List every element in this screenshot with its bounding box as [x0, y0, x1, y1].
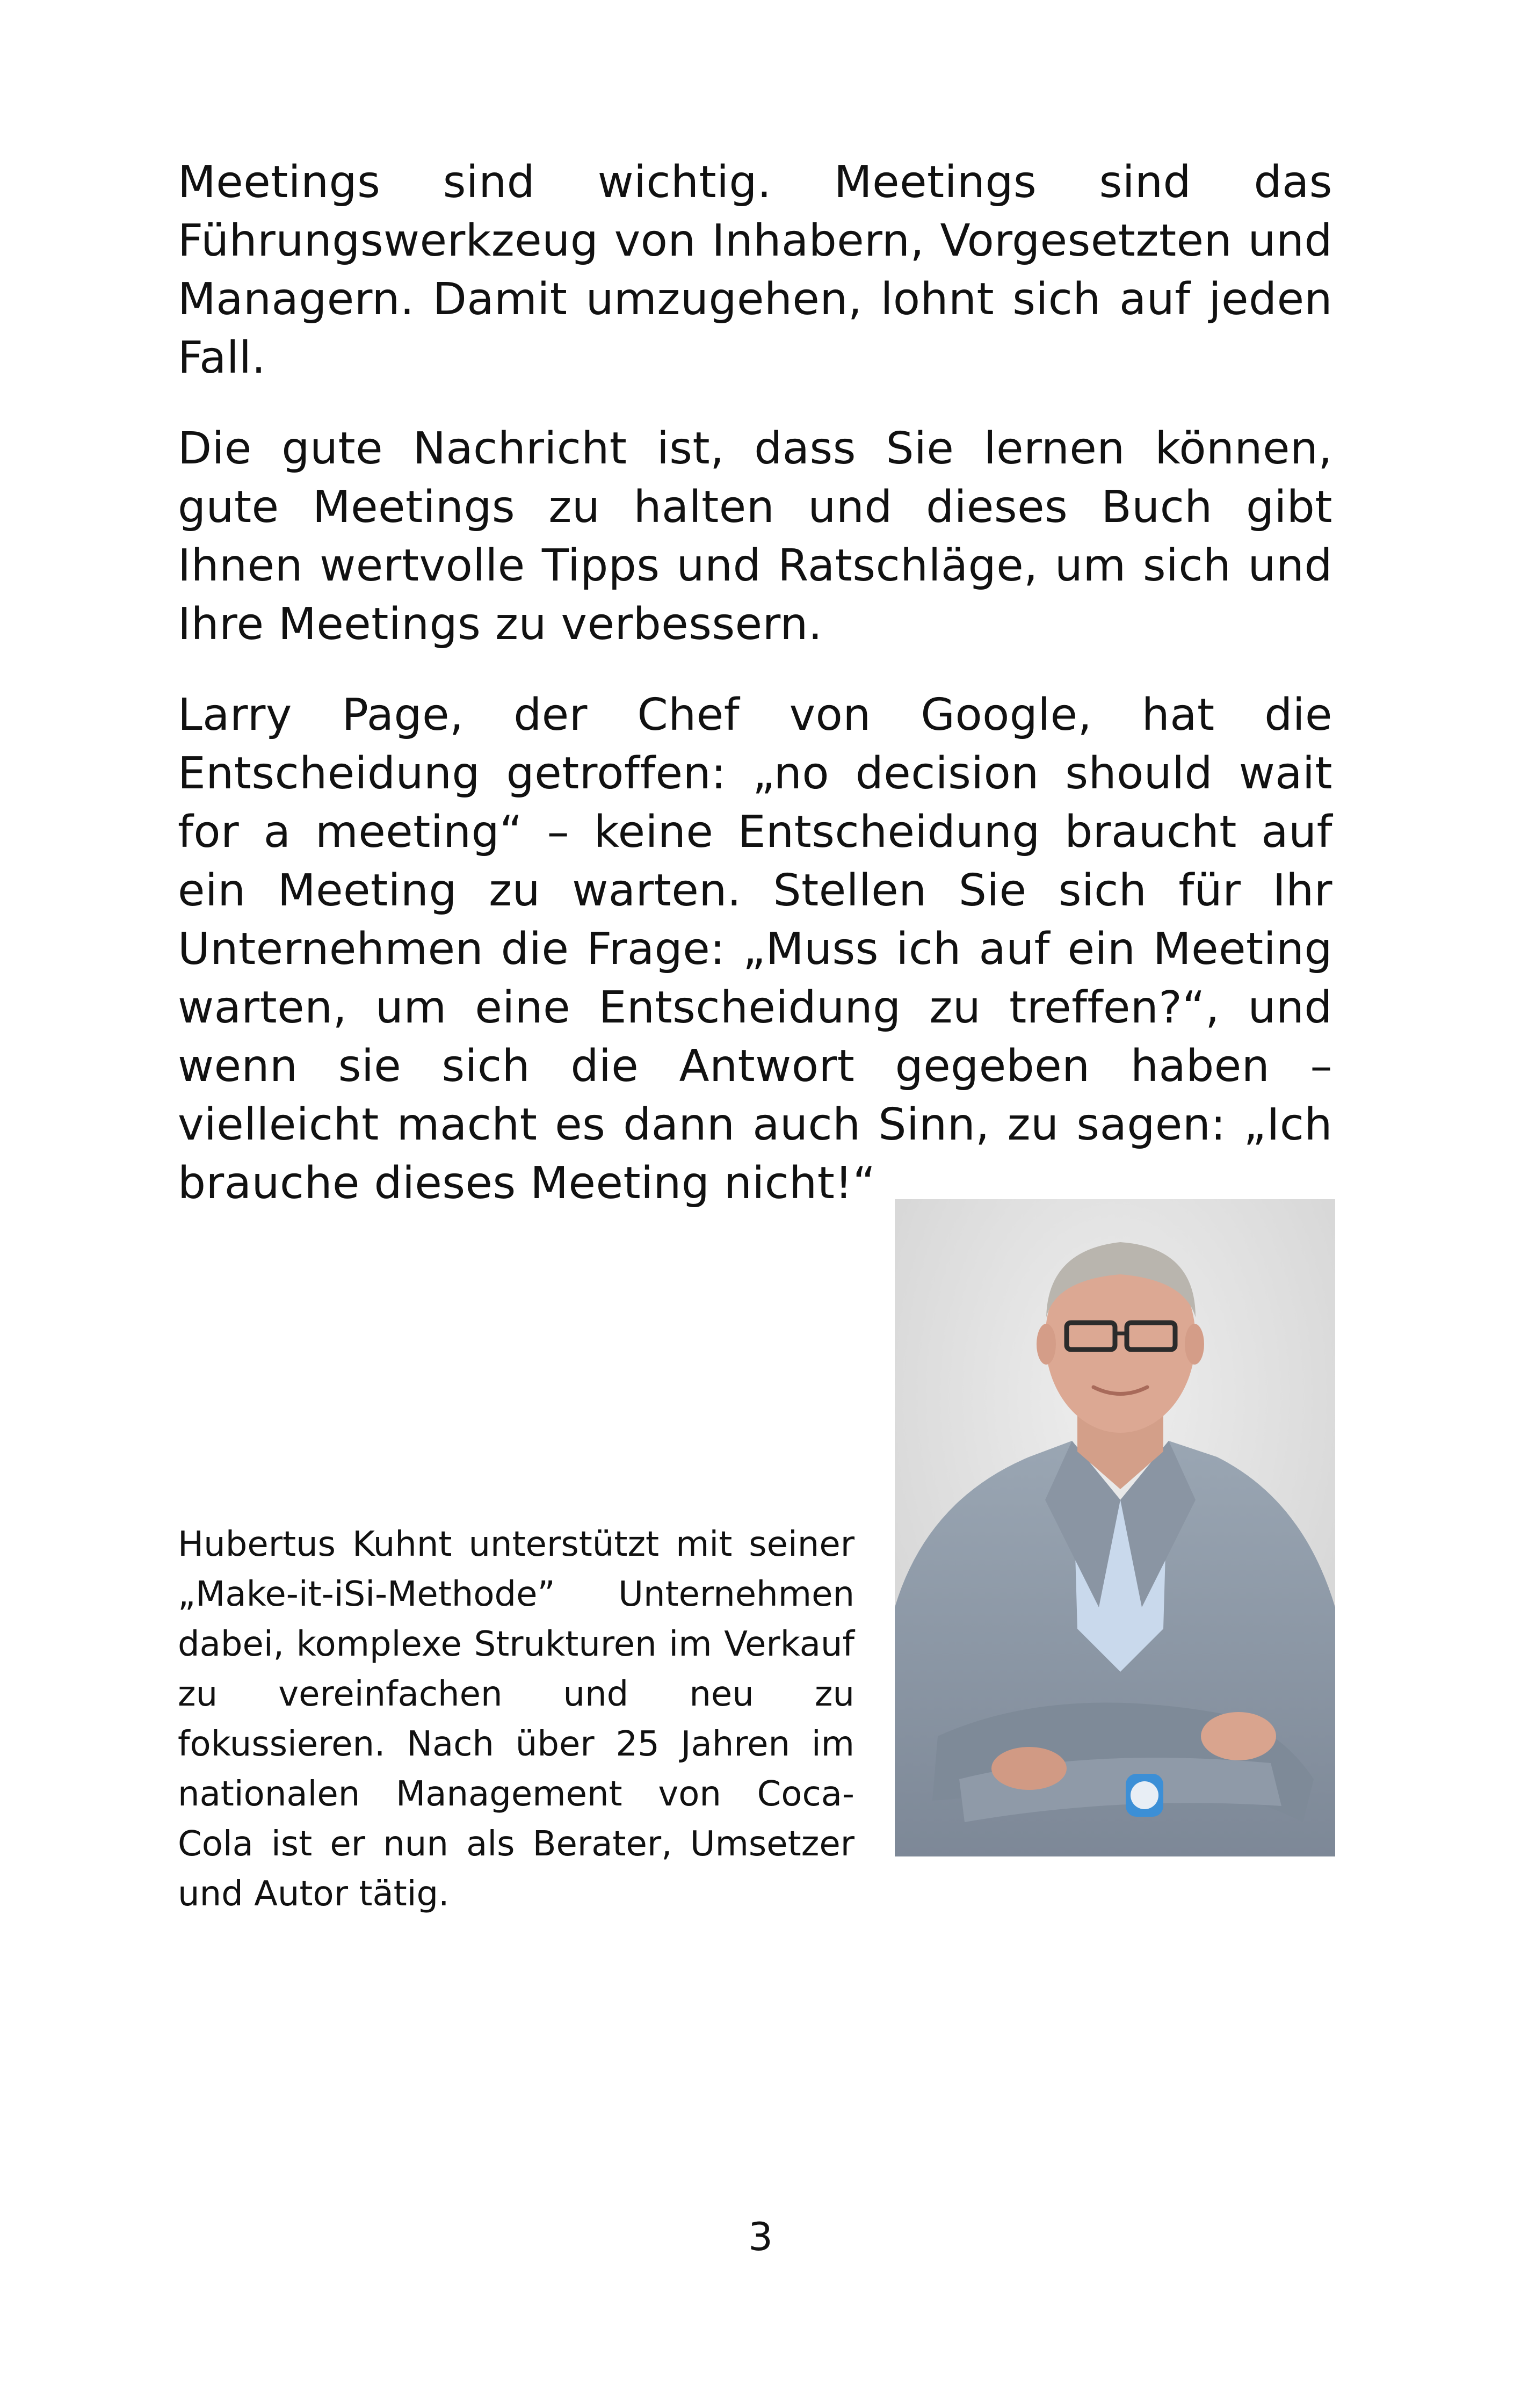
portrait-illustration: [895, 1199, 1335, 1856]
paragraph-good-news: Die gute Nachricht ist, dass Sie lernen können, gute Meetings zu halten und dieses Buch gibt Ihnen wertvolle Tipps und Ratschläge, um sich und Ihre Meetings zu verbessern.: [178, 423, 1332, 650]
page-number: 3: [748, 2214, 773, 2259]
author-portrait-photo: [895, 1199, 1335, 1856]
paragraph-larry-page: Larry Page, der Chef von Google, hat die Entscheidung getroffen: „no decision should wait for a meeting“ – keine Entscheidung braucht auf ein Meeting zu warten. Stellen Sie sich für Ihr Unternehmen die Frage: „Muss ich auf ein Meeting warten, um eine Entscheidung zu treffen?“, und wenn sie sich die Antwort gegeben haben – vielleicht macht es dann auch Sinn, zu sagen: „Ich brauche dieses Meeting nicht!“: [178, 690, 1332, 1209]
main-text: [178, 153, 1332, 1245]
author-bio: Hubertus Kuhnt unterstützt mit seiner „Make-it-iSi-Methode” Unternehmen dabei, komplexe Strukturen im Verkauf zu vereinfachen und neu zu fokussieren. Nach über 25 Jahren im nationalen Management von Coca-Cola ist er nun als Berater, Umsetzer und Autor tätig.: [178, 1525, 854, 1914]
paragraph-meetings-importance: Meetings sind wichtig. Meetings sind das Führungswerkzeug von Inhabern, Vorgesetzten und Managern. Damit umzugehen, lohnt sich auf jeden Fall.: [178, 157, 1332, 383]
